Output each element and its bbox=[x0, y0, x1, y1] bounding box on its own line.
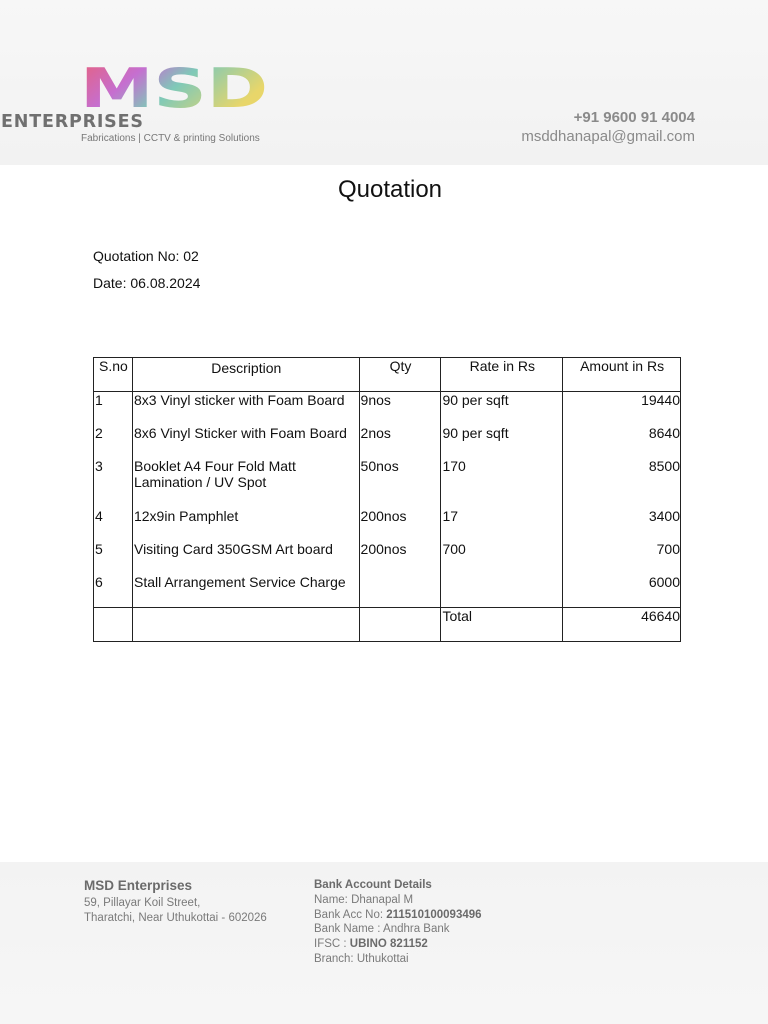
cell-empty bbox=[132, 608, 359, 642]
cell-qty: 9nos bbox=[359, 392, 441, 426]
bank-ifsc-value: UBINO 821152 bbox=[349, 938, 428, 951]
cell-description: 8x3 Vinyl sticker with Foam Board bbox=[132, 392, 359, 426]
contact-block bbox=[521, 108, 695, 146]
quotation-table bbox=[93, 357, 681, 642]
cell-qty: 200nos bbox=[359, 508, 441, 541]
cell-empty bbox=[94, 608, 133, 642]
bank-branch: Branch: Uthukottai bbox=[314, 952, 409, 965]
table-row bbox=[94, 392, 681, 426]
bank-acc-value: 211510100093496 bbox=[386, 908, 482, 921]
footer-company bbox=[84, 878, 267, 926]
table-row bbox=[94, 508, 681, 541]
cell-qty: 200nos bbox=[359, 541, 441, 574]
cell-description: 12x9in Pamphlet bbox=[132, 508, 359, 541]
cell-qty bbox=[359, 574, 441, 608]
cell-sno: 4 bbox=[94, 508, 133, 541]
cell-sno: 6 bbox=[94, 574, 133, 608]
bank-ifsc bbox=[314, 937, 482, 952]
quotation-date: Date: 06.08.2024 bbox=[93, 275, 201, 291]
table-total-row bbox=[94, 608, 681, 642]
table-row bbox=[94, 425, 681, 458]
cell-amount: 6000 bbox=[563, 574, 681, 608]
cell-description: Booklet A4 Four Fold Matt Lamination / UV Spot bbox=[132, 458, 359, 508]
bank-account-name: Name: Dhanapal M bbox=[314, 893, 414, 906]
header-qty: Qty bbox=[359, 358, 441, 392]
footer-company-name: MSD Enterprises bbox=[84, 878, 193, 893]
quotation-number: Quotation No: 02 bbox=[93, 248, 199, 264]
logo-tagline: Fabrications | CCTV & printing Solutions bbox=[81, 133, 260, 144]
bank-acc-label: Bank Acc No: bbox=[314, 908, 387, 921]
logo-msd-mark bbox=[80, 64, 270, 110]
total-amount: 46640 bbox=[563, 608, 681, 642]
cell-rate: 170 bbox=[441, 458, 563, 508]
logo-enterprises-text: ENTERPRISES bbox=[1, 112, 144, 132]
table-header-row bbox=[94, 358, 681, 392]
cell-rate: 90 per sqft bbox=[441, 425, 563, 458]
cell-rate: 90 per sqft bbox=[441, 392, 563, 426]
contact-phone[interactable]: +91 9600 91 4004 bbox=[573, 109, 695, 126]
cell-qty: 2nos bbox=[359, 425, 441, 458]
footer-address-line1: 59, Pillayar Koil Street, bbox=[84, 897, 201, 909]
bank-details bbox=[314, 878, 482, 967]
cell-amount: 3400 bbox=[563, 508, 681, 541]
footer-address-line2: Tharatchi, Near Uthukottai - 602026 bbox=[84, 912, 267, 924]
bank-ifsc-label: IFSC : bbox=[314, 938, 350, 951]
total-label: Total bbox=[441, 608, 563, 642]
header-rate: Rate in Rs bbox=[441, 358, 563, 392]
document-title: Quotation bbox=[337, 176, 443, 203]
bank-account-number bbox=[314, 908, 482, 923]
cell-rate: 17 bbox=[441, 508, 563, 541]
cell-amount: 8500 bbox=[563, 458, 681, 508]
header-amount: Amount in Rs bbox=[563, 358, 681, 392]
cell-sno: 1 bbox=[94, 392, 133, 426]
bank-heading: Bank Account Details bbox=[314, 879, 432, 891]
cell-amount: 700 bbox=[563, 541, 681, 574]
cell-sno: 2 bbox=[94, 425, 133, 458]
cell-description: Stall Arrangement Service Charge bbox=[132, 574, 359, 608]
table-row bbox=[94, 574, 681, 608]
cell-rate: 700 bbox=[441, 541, 563, 574]
bank-name: Bank Name : Andhra Bank bbox=[314, 923, 450, 936]
cell-amount: 8640 bbox=[563, 425, 681, 458]
cell-description: Visiting Card 350GSM Art board bbox=[132, 541, 359, 574]
cell-amount: 19440 bbox=[563, 392, 681, 426]
cell-sno: 3 bbox=[94, 458, 133, 508]
header-sno: S.no bbox=[94, 358, 133, 392]
contact-email[interactable]: msddhanapal@gmail.com bbox=[521, 128, 695, 145]
header-description: Description bbox=[132, 358, 359, 392]
table-row bbox=[94, 458, 681, 508]
cell-rate bbox=[441, 574, 563, 608]
cell-empty bbox=[359, 608, 441, 642]
logo-msd-text: MSD bbox=[80, 64, 268, 110]
cell-description: 8x6 Vinyl Sticker with Foam Board bbox=[132, 425, 359, 458]
cell-sno: 5 bbox=[94, 541, 133, 574]
cell-qty: 50nos bbox=[359, 458, 441, 508]
table-row bbox=[94, 541, 681, 574]
